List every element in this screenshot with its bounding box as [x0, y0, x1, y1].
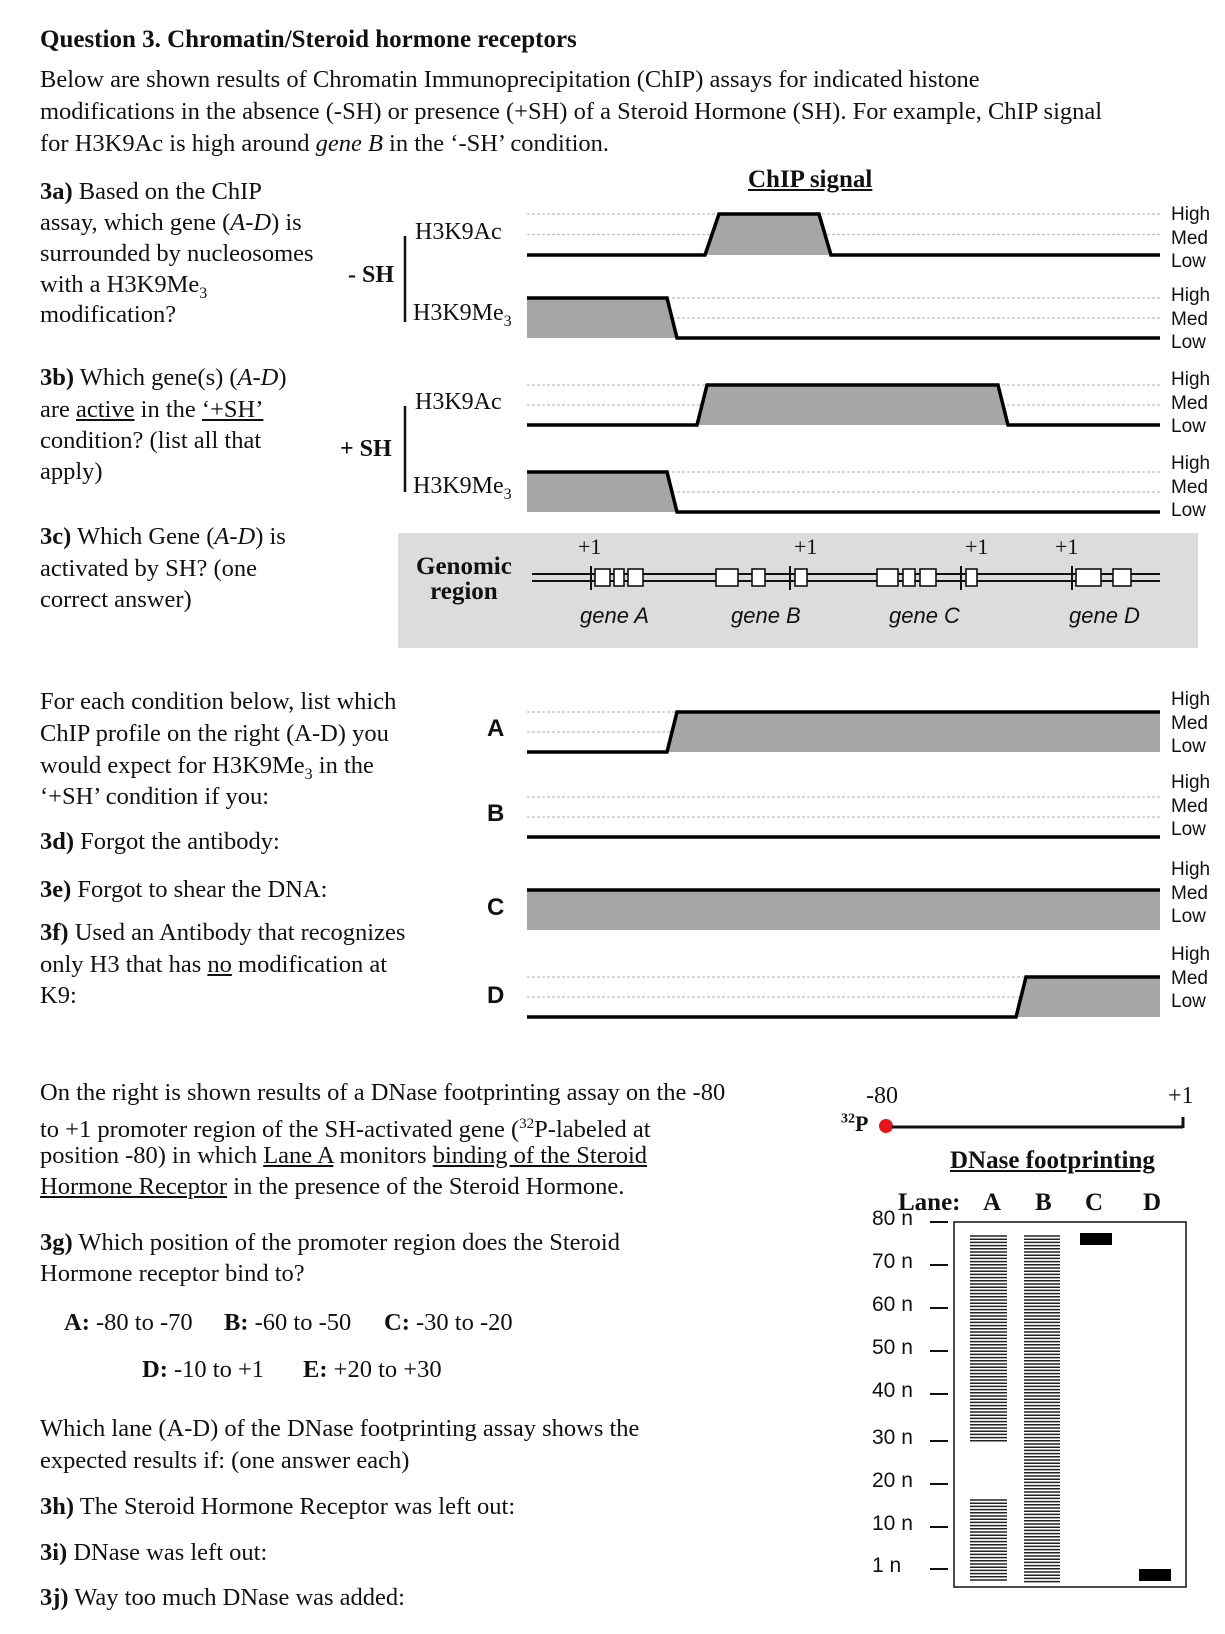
q3i-text: DNase was left out:: [67, 1539, 268, 1566]
tss-plus1-gene-a: +1: [578, 534, 602, 559]
q3b-line-3: condition? (list all that: [40, 427, 262, 454]
level-med: Med: [1171, 795, 1208, 817]
size-marker-30n: 30 n: [872, 1426, 913, 1449]
q3a-mark-sub: 3: [199, 284, 208, 302]
tss-plus1-gene-c: +1: [965, 534, 989, 559]
track-label-h3k9ac-minus: H3K9Ac: [415, 219, 502, 245]
footprint-para-3-mid: monitors: [333, 1142, 433, 1169]
profiles-prompt-1: For each condition below, list which: [40, 688, 397, 715]
size-marker-40n: 40 n: [872, 1379, 913, 1402]
lane-c-band: [1080, 1233, 1112, 1245]
q3a-number: 3a): [40, 178, 73, 205]
track-label-h3k9me: H3K9Me: [413, 300, 504, 326]
q3f-line-3: K9:: [40, 982, 77, 1009]
footprint-lane-a: Lane A: [263, 1142, 334, 1169]
gene-b-label: gene B: [731, 603, 801, 628]
option-a-key: A:: [64, 1309, 90, 1336]
lane-d-band: [1139, 1569, 1171, 1581]
footprint-receptor: Hormone Receptor: [40, 1173, 228, 1200]
q3g-line-2: Hormone receptor bind to?: [40, 1260, 305, 1287]
q3c-number: 3c): [40, 523, 72, 550]
option-a-val: -80 to -70: [89, 1309, 193, 1336]
level-med: Med: [1171, 476, 1208, 498]
q3e-text: Forgot to shear the DNA:: [71, 876, 328, 903]
q3f-text-1: Used an Antibody that recognizes: [68, 919, 406, 946]
probe-32-sup: 32: [841, 1111, 855, 1127]
track-label-h3k9ac-plus: H3K9Ac: [415, 389, 502, 415]
q3c-range: A-D: [214, 523, 256, 550]
profile-letter-c: C: [487, 894, 505, 921]
q3e-number: 3e): [40, 876, 72, 903]
size-marker-70n: 70 n: [872, 1250, 913, 1273]
level-low: Low: [1171, 906, 1206, 927]
tss-plus1-gene-b: +1: [794, 534, 818, 559]
q3a-line-5: modification?: [40, 301, 177, 328]
lane-prompt-2: expected results if: (one answer each): [40, 1447, 410, 1474]
lane-a-label: A: [983, 1189, 1002, 1216]
option-b-val: -60 to -50: [248, 1309, 352, 1336]
gel-title: DNase footprinting: [950, 1147, 1155, 1174]
level-med: Med: [1171, 392, 1208, 414]
level-high: High: [1171, 772, 1211, 793]
size-marker-60n: 60 n: [872, 1293, 913, 1316]
q3b-number: 3b): [40, 364, 75, 391]
q3b-text-2: are: [40, 396, 77, 423]
probe-p: P: [855, 1111, 869, 1136]
size-marker-80n: 80 n: [872, 1207, 913, 1230]
q3d-number: 3d): [40, 828, 75, 855]
q3b-active: active: [76, 396, 135, 423]
lane-b-bands: [1024, 1236, 1060, 1582]
condition-plus-sh: + SH: [340, 436, 392, 462]
condition-minus-sh: - SH: [348, 262, 395, 288]
gene-c-label: gene C: [889, 603, 960, 628]
q3f-number: 3f): [40, 919, 69, 946]
option-c-key: C:: [384, 1309, 410, 1336]
probe-minus80: -80: [866, 1083, 898, 1109]
footprint-binding: binding of the Steroid: [432, 1142, 648, 1169]
q3c-line-3: correct answer): [40, 586, 192, 613]
level-high: High: [1171, 944, 1211, 965]
footprint-para-3-text: position -80) in which: [40, 1142, 264, 1169]
size-marker-50n: 50 n: [872, 1336, 913, 1359]
q3b-text-1-end: ): [278, 364, 287, 391]
tss-plus1-gene-d: +1: [1055, 534, 1079, 559]
q3a-text-1: Based on the ChIP: [72, 178, 262, 205]
q3i-number: 3i): [40, 1539, 68, 1566]
profiles-mark-sub: 3: [304, 765, 313, 783]
footprint-para-4-end: in the presence of the Steroid Hormone.: [227, 1173, 625, 1200]
option-d-val: -10 to +1: [167, 1356, 265, 1383]
lane-b-label: B: [1035, 1189, 1052, 1216]
level-med: Med: [1171, 227, 1208, 249]
chip-signal-title: ChIP signal: [748, 166, 873, 193]
footprint-para-1: On the right is shown results of a DNase footprinting assay on the -80: [40, 1079, 726, 1106]
level-high: High: [1171, 285, 1211, 306]
size-marker-10n: 10 n: [872, 1512, 913, 1535]
question-title: Question 3. Chromatin/Steroid hormone receptors: [40, 26, 577, 53]
intro-gene-b: gene B: [315, 130, 383, 157]
q3f-text-2b: modification at: [231, 951, 388, 978]
q3b-line-4: apply): [40, 458, 103, 485]
q3g-number: 3g): [40, 1229, 73, 1256]
option-d-key: D:: [142, 1356, 168, 1383]
q3j-number: 3j): [40, 1584, 69, 1611]
q3c-line-2: activated by SH? (one: [40, 555, 258, 582]
q3h-text: The Steroid Hormone Receptor was left out:: [74, 1493, 516, 1520]
profiles-prompt-2: ChIP profile on the right (A-D) you: [40, 720, 389, 747]
profiles-mark: would expect for H3K9Me: [40, 752, 305, 779]
profile-letter-b: B: [487, 800, 505, 827]
level-low: Low: [1171, 251, 1206, 272]
profiles-prompt-3-end: in the: [312, 752, 374, 779]
genomic-label-1: Genomic: [416, 553, 512, 580]
option-c-val: -30 to -20: [409, 1309, 513, 1336]
size-marker-1n: 1 n: [872, 1554, 902, 1577]
lane-prompt-1: Which lane (A-D) of the DNase footprinting assay shows the: [40, 1415, 640, 1442]
level-low: Low: [1171, 991, 1206, 1012]
option-b-key: B:: [224, 1309, 249, 1336]
profile-letter-d: D: [487, 982, 505, 1009]
lane-label: Lane:: [898, 1189, 961, 1216]
size-marker-20n: 20 n: [872, 1469, 913, 1492]
q3g-text-1: Which position of the promoter region does the Steroid: [72, 1229, 620, 1256]
level-high: High: [1171, 453, 1211, 474]
q3h-number: 3h): [40, 1493, 75, 1520]
level-med: Med: [1171, 308, 1208, 330]
q3a-range: A-D: [230, 209, 272, 236]
gene-d-label: gene D: [1069, 603, 1140, 628]
track-label-sub: 3: [503, 312, 512, 330]
level-high: High: [1171, 204, 1211, 225]
q3c-text-1: Which Gene (: [71, 523, 215, 550]
genomic-label-2: region: [430, 578, 498, 605]
probe-plus1: +1: [1168, 1083, 1194, 1109]
intro-line-3-text: for H3K9Ac is high around: [40, 130, 316, 157]
q3j-text: Way too much DNase was added:: [68, 1584, 405, 1611]
profile-letter-a: A: [487, 715, 505, 742]
lane-c-label: C: [1085, 1189, 1104, 1216]
footprint-para-2-text: to +1 promoter region of the SH-activated gene (: [40, 1116, 520, 1144]
q3d-text: Forgot the antibody:: [74, 828, 280, 855]
level-high: High: [1171, 369, 1211, 390]
level-med: Med: [1171, 967, 1208, 989]
q3b-text-1: Which gene(s) (: [74, 364, 238, 391]
q3f-no: no: [207, 951, 232, 978]
level-low: Low: [1171, 332, 1206, 353]
footprint-32-sup: 32: [519, 1116, 535, 1132]
q3a-line-3: surrounded by nucleosomes: [40, 240, 314, 267]
intro-line-2: modifications in the absence (-SH) or presence (+SH) of a Steroid Hormone (SH). For example, ChIP signal: [40, 98, 1103, 125]
q3a-text-3: ) is: [271, 209, 302, 236]
option-e-key: E:: [303, 1356, 328, 1383]
q3b-text-2b: in the: [134, 396, 202, 423]
q3b-plus-sh: ‘+SH’: [201, 396, 264, 423]
level-low: Low: [1171, 500, 1206, 521]
q3b-range: A-D: [237, 364, 279, 391]
lane-d-label: D: [1143, 1189, 1162, 1216]
option-e-val: +20 to +30: [327, 1356, 442, 1383]
level-med: Med: [1171, 712, 1208, 734]
profiles-prompt-4: ‘+SH’ condition if you:: [40, 783, 270, 810]
level-low: Low: [1171, 819, 1206, 840]
level-med: Med: [1171, 882, 1208, 904]
gene-a-label: gene A: [580, 603, 649, 628]
q3c-text-1-end: ) is: [255, 523, 286, 550]
intro-line-3-end: in the ‘-SH’ condition.: [382, 130, 610, 157]
track-label-sub-2: 3: [503, 485, 512, 503]
intro-line-1: Below are shown results of Chromatin Immunoprecipitation (ChIP) assays for indicated histone: [40, 66, 980, 93]
level-high: High: [1171, 689, 1211, 710]
level-high: High: [1171, 859, 1211, 880]
q3a-mark: with a H3K9Me: [40, 271, 200, 298]
footprint-para-2-end: P-labeled at: [534, 1116, 651, 1144]
level-low: Low: [1171, 736, 1206, 757]
track-label-h3k9me-2: H3K9Me: [413, 473, 504, 499]
level-low: Low: [1171, 416, 1206, 437]
q3a-text-2: assay, which gene (: [40, 209, 231, 236]
q3f-text-2: only H3 that has: [40, 951, 208, 978]
